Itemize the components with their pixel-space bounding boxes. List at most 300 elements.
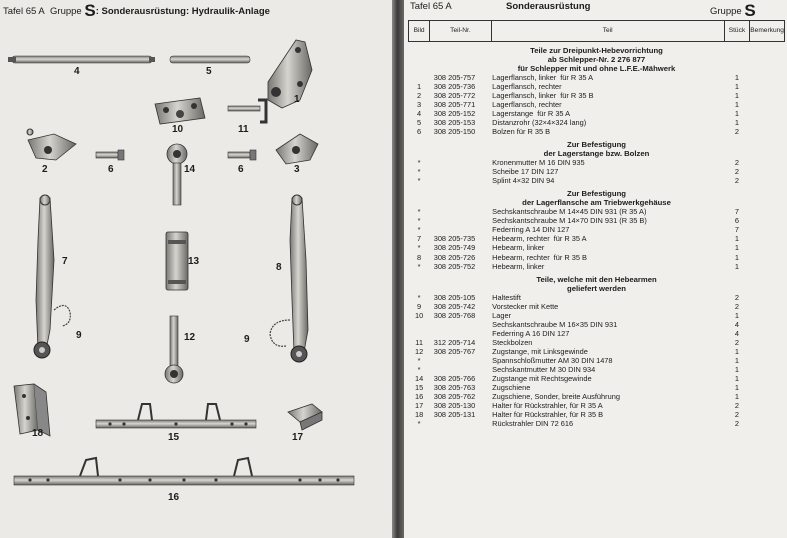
part-11-steckbolzen xyxy=(228,100,266,122)
cell-bild: 5 xyxy=(417,117,422,127)
cell-stueck: 2 xyxy=(734,167,740,177)
cell-teil xyxy=(491,73,724,82)
table-row xyxy=(409,329,785,338)
section-heading-row xyxy=(409,198,785,207)
cell-bemerkung xyxy=(750,207,785,216)
cell-teil xyxy=(491,320,724,329)
cell-bild: * xyxy=(417,243,421,253)
table-row xyxy=(409,176,785,185)
part-name: Spannschloßmutter AM 30 DIN 1478 xyxy=(492,356,613,366)
section-heading: geliefert werden xyxy=(567,283,626,293)
cell-teil-nr xyxy=(430,167,491,176)
cell-bemerkung xyxy=(750,253,785,262)
cell-stueck: 1 xyxy=(734,108,740,118)
cell-teil-nr: 308 205-767 xyxy=(433,347,476,356)
section-heading-row xyxy=(409,149,785,158)
section-heading: der Lagerflansche am Triebwerkgehäuse xyxy=(522,198,671,208)
tafel-number: 65 A xyxy=(25,6,45,17)
cell-stueck: 2 xyxy=(734,126,740,136)
table-row xyxy=(409,91,785,100)
part-name: Halter für Rückstrahler, für R 35 B xyxy=(492,410,604,420)
table-row xyxy=(409,167,785,176)
cell-teil-nr: 308 205-742 xyxy=(433,301,476,311)
cell-teil xyxy=(491,100,724,109)
cell-bild: 15 xyxy=(414,383,424,393)
part-name: Haltestift xyxy=(492,292,521,302)
table-row xyxy=(409,158,785,167)
part-name: Federring A 16 DIN 127 xyxy=(492,328,570,338)
part-name: Zugschiene, Sonder, breite Ausführung xyxy=(492,392,620,402)
left-page-header: Tafel 65 A Gruppe S: Sonderausrüstung: Hydraulik-Anlage xyxy=(3,1,270,20)
label-part-5: 5 xyxy=(206,66,212,77)
part-name: Zugstange mit Rechtsgewinde xyxy=(492,374,592,384)
table-row xyxy=(409,118,785,127)
cell-teil-nr: 308 205-153 xyxy=(433,117,476,127)
section-heading-row xyxy=(409,189,785,198)
group-letter: S xyxy=(84,1,96,20)
cell-bild: 6 xyxy=(417,126,422,136)
book-gutter xyxy=(392,0,404,538)
cell-teil-nr: 308 205-736 xyxy=(433,81,476,91)
cell-bild: * xyxy=(417,261,421,271)
cell-stueck: 2 xyxy=(734,176,740,186)
part-name: Lagerstange xyxy=(492,108,534,118)
cell-teil-nr: 308 205-131 xyxy=(433,410,476,420)
part-name: Lagerflansch, rechter xyxy=(492,81,562,91)
col-stueck: Stück xyxy=(724,21,750,42)
col-bemerkung: Bemerkung xyxy=(750,21,785,42)
cell-bild: 3 xyxy=(417,99,422,109)
part-name: Bolzen für R 35 B xyxy=(492,126,551,136)
cell-bild: * xyxy=(417,225,421,235)
cell-teil xyxy=(491,347,724,356)
cell-bild: 2 xyxy=(417,90,422,100)
cell-teil-nr: 308 205-726 xyxy=(433,252,476,262)
cell-teil-nr: 308 205-762 xyxy=(433,392,476,402)
label-part-18: 18 xyxy=(32,428,44,439)
cell-bemerkung xyxy=(750,109,785,118)
cell-bild: 11 xyxy=(415,337,423,347)
cell-teil-nr: 308 205-768 xyxy=(433,310,476,320)
cell-bild: 14 xyxy=(414,374,424,384)
cell-teil xyxy=(491,176,724,185)
cell-bemerkung xyxy=(750,374,785,383)
cell-bild: * xyxy=(417,176,421,186)
cell-stueck: 2 xyxy=(734,158,740,168)
section-heading-row xyxy=(409,275,785,284)
cell-stueck: 1 xyxy=(734,356,740,366)
cell-bemerkung xyxy=(750,243,785,252)
label-part-17: 17 xyxy=(292,432,304,443)
label-part-11: 11 xyxy=(238,124,249,135)
cell-bild: * xyxy=(417,158,421,168)
part-name: Distanzrohr (32×4×324 lang) xyxy=(492,117,587,127)
part-4-lagerstange xyxy=(8,56,155,63)
part-5-distanzrohr xyxy=(170,56,250,63)
cell-bild xyxy=(409,73,430,82)
cell-bemerkung xyxy=(750,329,785,338)
cell-bild: 7 xyxy=(417,234,422,244)
parts-table xyxy=(408,20,785,428)
part-name: Rückstrahler DIN 72 616 xyxy=(492,419,574,429)
cell-stueck: 1 xyxy=(734,347,740,356)
table-row xyxy=(409,207,785,216)
cell-bemerkung xyxy=(750,356,785,365)
cell-bemerkung xyxy=(750,82,785,91)
cell-bemerkung xyxy=(750,311,785,320)
cell-teil-nr xyxy=(430,216,491,225)
part-name: Steckbolzen xyxy=(492,337,533,347)
cell-bild: 16 xyxy=(414,392,424,402)
part-name: Hebearm, rechter xyxy=(492,234,550,244)
cell-bild: 18 xyxy=(414,410,424,420)
cell-stueck: 1 xyxy=(734,261,740,271)
part-1-lagerflansch xyxy=(268,40,312,108)
part-name: Vorstecker mit Kette xyxy=(492,301,559,311)
cell-teil xyxy=(491,401,724,410)
cell-stueck: 1 xyxy=(734,392,740,402)
cell-teil xyxy=(491,410,724,419)
cell-teil-nr xyxy=(430,419,491,428)
label-part-3: 3 xyxy=(294,164,300,175)
part-name: Kronenmutter M 16 DIN 935 xyxy=(492,158,585,168)
cell-teil-nr xyxy=(430,207,491,216)
cell-teil-nr xyxy=(430,320,491,329)
part-13-spannschloss xyxy=(166,232,188,290)
section-heading: Teile, welche mit den Hebearmen xyxy=(536,274,657,284)
cell-bild: * xyxy=(417,365,421,375)
cell-teil xyxy=(491,158,724,167)
cell-teil xyxy=(491,118,724,127)
cell-teil xyxy=(491,253,724,262)
section-heading-row xyxy=(409,284,785,293)
cell-teil xyxy=(491,82,724,91)
table-row xyxy=(409,243,785,252)
label-part-6-left: 6 xyxy=(108,164,114,175)
cell-bild: 17 xyxy=(414,401,424,411)
part-16-zugschiene-breit xyxy=(14,458,354,485)
label-part-9-right: 9 xyxy=(244,334,250,345)
cell-teil-nr: 308 205-130 xyxy=(433,401,476,411)
cell-teil-nr: 308 205-735 xyxy=(433,234,476,244)
part-name: Sechskantmutter M 30 DIN 934 xyxy=(492,365,596,375)
cell-bemerkung xyxy=(750,320,785,329)
table-row xyxy=(409,320,785,329)
cell-teil xyxy=(491,329,724,338)
cell-bemerkung xyxy=(750,401,785,410)
section-heading-row xyxy=(409,140,785,149)
parts-illustration xyxy=(0,0,392,538)
cell-teil xyxy=(491,207,724,216)
cell-stueck: 1 xyxy=(734,81,740,91)
table-row xyxy=(409,109,785,118)
cell-bemerkung xyxy=(750,167,785,176)
cell-teil-nr xyxy=(430,158,491,167)
cell-teil-nr: 308 205-150 xyxy=(433,126,476,136)
col-teil: Teil xyxy=(491,21,724,42)
part-name: Lagerflansch, linker xyxy=(492,90,557,100)
right-page-header-left xyxy=(410,1,452,12)
label-part-8: 8 xyxy=(276,262,282,273)
cell-bild: 4 xyxy=(417,108,422,118)
cell-bemerkung xyxy=(750,158,785,167)
cell-bild: 1 xyxy=(417,81,422,91)
cell-teil-nr: 312 205-714 xyxy=(433,337,476,347)
cell-bemerkung xyxy=(750,293,785,302)
label-part-13: 13 xyxy=(188,256,200,267)
cell-bemerkung xyxy=(750,262,785,271)
cell-stueck: 1 xyxy=(734,72,740,82)
right-page xyxy=(404,0,787,538)
label-part-16: 16 xyxy=(168,492,180,503)
cell-bild xyxy=(409,320,430,329)
cell-teil-nr xyxy=(430,176,491,185)
part-10-lager xyxy=(155,98,205,124)
cell-bemerkung xyxy=(750,100,785,109)
cell-stueck: 2 xyxy=(734,419,740,429)
table-row xyxy=(409,392,785,401)
part-name: Halter für Rückstrahler, für R 35 A xyxy=(492,401,603,411)
part-name: Zugschiene xyxy=(492,383,531,393)
part-name: Lager xyxy=(492,310,512,320)
right-page-title xyxy=(506,1,590,12)
part-15-zugschiene xyxy=(96,404,256,428)
part-8-hebearm xyxy=(270,195,308,362)
cell-stueck: 7 xyxy=(734,207,740,217)
cell-stueck: 1 xyxy=(734,90,740,100)
section-title: Sonderausrüstung xyxy=(506,1,591,12)
label-part-1: 1 xyxy=(294,94,300,105)
label-part-15: 15 xyxy=(168,432,180,443)
page-title: Sonderausrüstung: Hydraulik-Anlage xyxy=(101,6,270,17)
cell-teil-nr xyxy=(430,225,491,234)
cell-bemerkung xyxy=(750,347,785,356)
cell-bild: * xyxy=(417,167,421,177)
table-row xyxy=(409,253,785,262)
cell-bemerkung xyxy=(750,91,785,100)
cell-bemerkung xyxy=(750,383,785,392)
cell-stueck: 1 xyxy=(734,99,740,109)
cell-teil xyxy=(491,419,724,428)
cell-teil xyxy=(491,338,724,347)
part-2-lagerflansch xyxy=(27,129,76,160)
label-part-2: 2 xyxy=(42,164,48,175)
cell-teil xyxy=(491,91,724,100)
label-part-6-right: 6 xyxy=(238,164,244,175)
table-row xyxy=(409,127,785,136)
part-name: Sechskantschraube M 16×35 DIN 931 xyxy=(492,319,618,329)
cell-teil-nr: 308 205-749 xyxy=(433,243,476,253)
label-part-4: 4 xyxy=(74,66,80,77)
label-part-12: 12 xyxy=(184,332,196,343)
part-12-zugstange xyxy=(165,316,183,383)
part-7-hebearm xyxy=(34,195,70,358)
cell-stueck: 4 xyxy=(734,319,740,329)
cell-bemerkung xyxy=(750,176,785,185)
part-name: Lagerflansch, linker xyxy=(492,72,557,82)
cell-teil xyxy=(491,311,724,320)
section-heading: Zur Befestigung xyxy=(567,189,626,199)
table-row xyxy=(409,401,785,410)
label-part-9-left: 9 xyxy=(76,330,82,341)
table-row xyxy=(409,338,785,347)
cell-teil xyxy=(491,109,724,118)
cell-teil xyxy=(491,383,724,392)
cell-teil xyxy=(491,365,724,374)
cell-bemerkung xyxy=(750,338,785,347)
label-part-7: 7 xyxy=(62,256,68,267)
cell-stueck: 1 xyxy=(734,310,740,320)
part-remark: für R 35 B xyxy=(560,90,594,100)
part-remark: für R 35 B xyxy=(553,252,587,262)
cell-stueck: 1 xyxy=(734,243,740,253)
section-heading: Zur Befestigung xyxy=(567,139,626,149)
col-teil-nr: Teil-Nr. xyxy=(430,21,491,42)
cell-bild: 12 xyxy=(414,347,424,356)
part-remark: für R 35 A xyxy=(537,108,571,118)
table-row xyxy=(409,293,785,302)
part-name: Zugstange, mit Linksgewinde xyxy=(492,347,588,356)
cell-teil-nr xyxy=(430,356,491,365)
cell-bemerkung xyxy=(750,410,785,419)
cell-bemerkung xyxy=(750,392,785,401)
tafel-number: 65 A xyxy=(432,1,452,12)
cell-bemerkung xyxy=(750,127,785,136)
section-heading-row xyxy=(409,55,785,64)
cell-stueck: 6 xyxy=(734,216,740,226)
tafel-label: Tafel xyxy=(410,1,431,12)
cell-bild: * xyxy=(417,419,421,429)
col-bild: Bild xyxy=(409,21,430,42)
table-row xyxy=(409,73,785,82)
cell-stueck: 1 xyxy=(734,383,740,393)
part-name: Federring A 14 DIN 127 xyxy=(492,225,570,235)
part-name: Sechskantschraube M 14×45 DIN 931 (R 35 A) xyxy=(492,207,647,217)
cell-bild: * xyxy=(417,292,421,302)
part-name: Hebearm, linker xyxy=(492,243,545,253)
cell-teil xyxy=(491,243,724,252)
section-heading-row xyxy=(409,46,785,55)
cell-teil xyxy=(491,392,724,401)
cell-bild: * xyxy=(417,216,421,226)
cell-teil-nr: 308 205-152 xyxy=(433,108,476,118)
table-row xyxy=(409,234,785,243)
table-row xyxy=(409,374,785,383)
table-row xyxy=(409,100,785,109)
cell-teil xyxy=(491,262,724,271)
part-6-bolzen-left xyxy=(96,150,124,160)
part-17-halter xyxy=(288,404,322,430)
part-remark: für R 35 A xyxy=(553,234,587,244)
right-page-header-right xyxy=(710,1,756,21)
label-part-14: 14 xyxy=(184,164,196,175)
cell-teil-nr: 308 205-105 xyxy=(433,292,476,302)
cell-bemerkung xyxy=(750,73,785,82)
cell-teil-nr xyxy=(430,329,491,338)
section-heading: für Schlepper mit und ohne L.F.E.-Mähwerk xyxy=(517,63,676,73)
part-name: Lagerflansch, rechter xyxy=(492,99,562,109)
cell-bemerkung xyxy=(750,234,785,243)
cell-teil xyxy=(491,356,724,365)
cell-bemerkung xyxy=(750,216,785,225)
cell-teil xyxy=(491,225,724,234)
cell-teil xyxy=(491,127,724,136)
cell-bemerkung xyxy=(750,302,785,311)
cell-bemerkung xyxy=(750,225,785,234)
cell-teil-nr xyxy=(430,365,491,374)
cell-stueck: 1 xyxy=(734,252,740,262)
part-3-lagerflansch xyxy=(276,134,318,164)
section-heading: der Lagerstange bzw. Bolzen xyxy=(543,149,650,159)
cell-teil xyxy=(491,374,724,383)
cell-bild: 10 xyxy=(414,310,424,320)
part-name: Sechskantschraube M 14×70 DIN 931 (R 35 B) xyxy=(492,216,647,226)
cell-teil-nr: 308 205-757 xyxy=(433,72,476,82)
part-6-bolzen-right xyxy=(228,150,256,160)
table-row xyxy=(409,356,785,365)
part-name: Hebearm, linker xyxy=(492,261,545,271)
part-name: Splint 4×32 DIN 94 xyxy=(492,176,555,186)
cell-stueck: 7 xyxy=(734,225,740,235)
table-row xyxy=(409,347,785,356)
cell-stueck: 4 xyxy=(734,328,740,338)
cell-teil xyxy=(491,293,724,302)
section-heading: Teile zur Dreipunkt-Hebevorrichtung xyxy=(530,45,663,55)
cell-bemerkung xyxy=(750,419,785,428)
table-row xyxy=(409,302,785,311)
gruppe-label: Gruppe xyxy=(710,6,742,17)
table-row xyxy=(409,225,785,234)
table-row xyxy=(409,262,785,271)
table-row xyxy=(409,365,785,374)
cell-stueck: 1 xyxy=(734,374,740,384)
part-name: Hebearm, rechter xyxy=(492,252,550,262)
cell-bemerkung xyxy=(750,118,785,127)
table-row xyxy=(409,82,785,91)
cell-stueck: 1 xyxy=(734,117,740,127)
cell-bild: 9 xyxy=(417,301,422,311)
table-row xyxy=(409,216,785,225)
part-name: Scheibe 17 DIN 127 xyxy=(492,167,559,177)
cell-stueck: 2 xyxy=(734,292,740,302)
cell-stueck: 2 xyxy=(734,337,740,347)
table-row xyxy=(409,311,785,320)
cell-bild: 8 xyxy=(417,252,422,262)
part-remark: für R 35 A xyxy=(560,72,594,82)
cell-teil-nr: 308 205-772 xyxy=(433,90,476,100)
cell-teil xyxy=(491,167,724,176)
cell-teil-nr: 308 205-752 xyxy=(433,261,476,271)
table-header-row xyxy=(409,21,785,42)
left-page xyxy=(0,0,392,538)
cell-bild: * xyxy=(417,356,421,366)
section-heading: ab Schlepper-Nr. 2 276 877 xyxy=(547,54,646,64)
section-heading-row xyxy=(409,64,785,73)
tafel-label: Tafel xyxy=(3,6,24,17)
cell-bild xyxy=(409,329,430,338)
group-letter: S xyxy=(744,1,756,20)
cell-bild: * xyxy=(417,207,421,217)
cell-stueck: 2 xyxy=(734,301,740,311)
table-row xyxy=(409,419,785,428)
cell-stueck: 1 xyxy=(734,365,740,375)
cell-bemerkung xyxy=(750,365,785,374)
cell-teil-nr: 308 205-766 xyxy=(433,374,476,384)
label-part-10: 10 xyxy=(172,124,184,135)
table-row xyxy=(409,410,785,419)
cell-teil-nr: 308 205-771 xyxy=(433,99,476,109)
cell-stueck: 1 xyxy=(734,234,740,244)
